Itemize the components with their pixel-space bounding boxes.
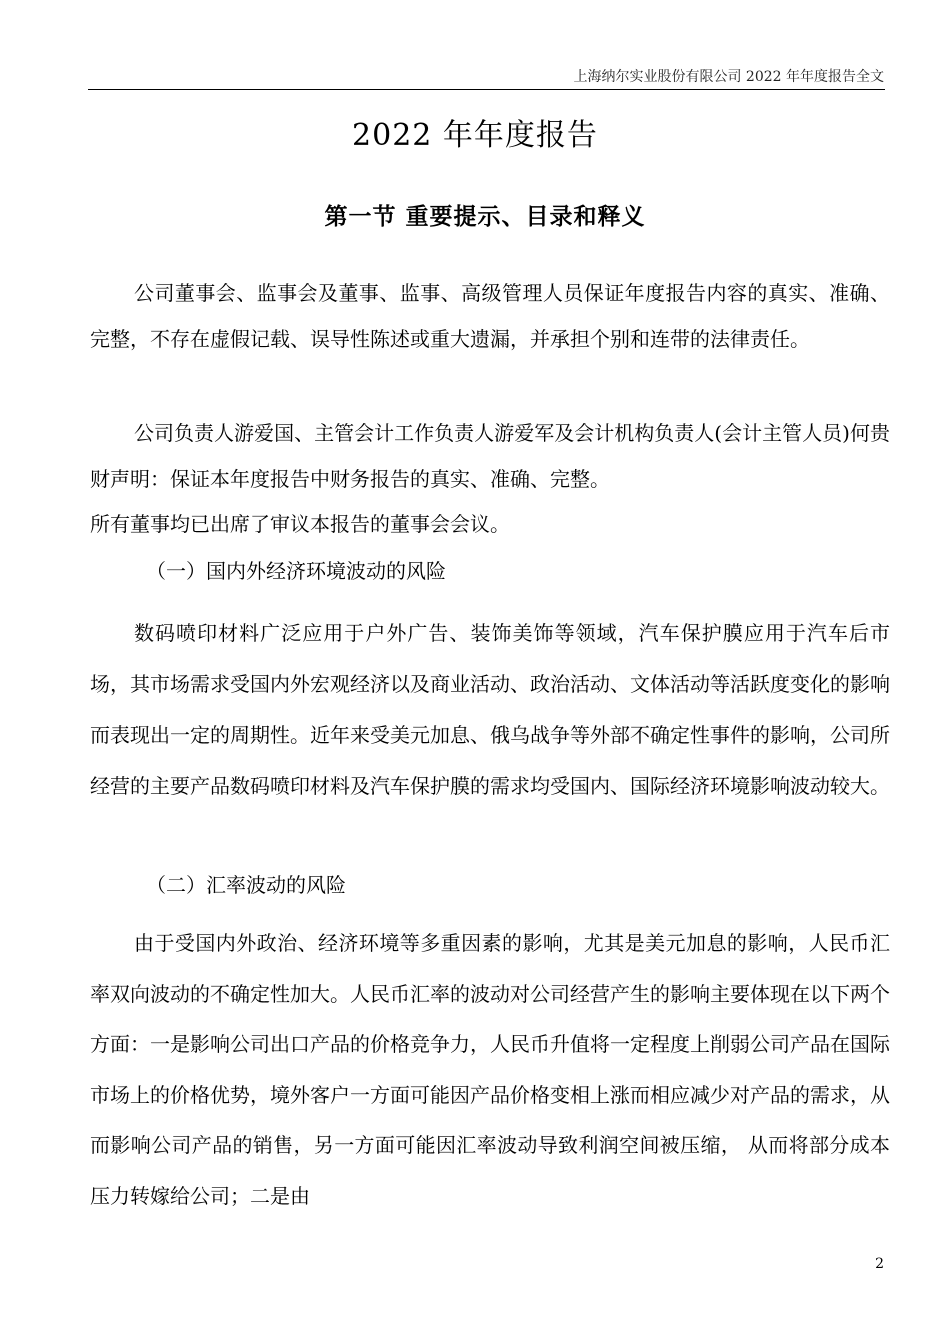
running-header: 上海纳尔实业股份有限公司 2022 年年度报告全文 [573, 69, 884, 85]
risk-body-economic: 数码喷印材料广泛应用于户外广告、装饰美饰等领域，汽车保护膜应用于汽车后市场，其市场需求受国内外宏观经济以及商业活动、政治活动、文体活动等活跃度变化的影响而表现出一定的周期性。近年来受美元加息、俄乌战争等外部不确定性事件的影响，公司所经营的主要产品数码喷印材料及汽车保护膜的需求均受国内、国际经济环境影响波动较大。 [90, 621, 890, 798]
section-title: 第一节 重要提示、目录和释义 [324, 203, 646, 230]
header-divider [88, 89, 885, 90]
paragraph-responsibility: 公司董事会、监事会及董事、监事、高级管理人员保证年度报告内容的真实、准确、完整，不存在虚假记载、误导性陈述或重大遗漏，并承担个别和连带的法律责任。 [90, 281, 890, 351]
risk-body-exchange-rate: 由于受国内外政治、经济环境等多重因素的影响，尤其是美元加息的影响，人民币汇率双向波动的不确定性加大。人民币汇率的波动对公司经营产生的影响主要体现在以下两个方面：一是影响公司出口产品的价格竞争力，人民币升值将一定程度上削弱公司产品在国际市场上的价格优势，境外客户一方面可能因产品价格变相上涨而相应减少对产品的需求，从而影响公司产品的销售，另一方面可能因汇率波动导致利润空间被压缩， 从而将部分成本压力转嫁给公司；二是由 [90, 931, 890, 1208]
paragraph-declaration: 公司负责人游爱国、主管会计工作负责人游爱军及会计机构负责人(会计主管人员)何贵财声明：保证本年度报告中财务报告的真实、准确、完整。 [90, 421, 890, 491]
page-number: 2 [875, 1256, 884, 1272]
risk-heading-economic: （一）国内外经济环境波动的风险 [146, 559, 446, 583]
paragraph-board-attendance: 所有董事均已出席了审议本报告的董事会会议。 [90, 512, 510, 536]
report-title: 2022 年年度报告 [352, 118, 598, 153]
risk-heading-exchange-rate: （二）汇率波动的风险 [146, 873, 346, 897]
